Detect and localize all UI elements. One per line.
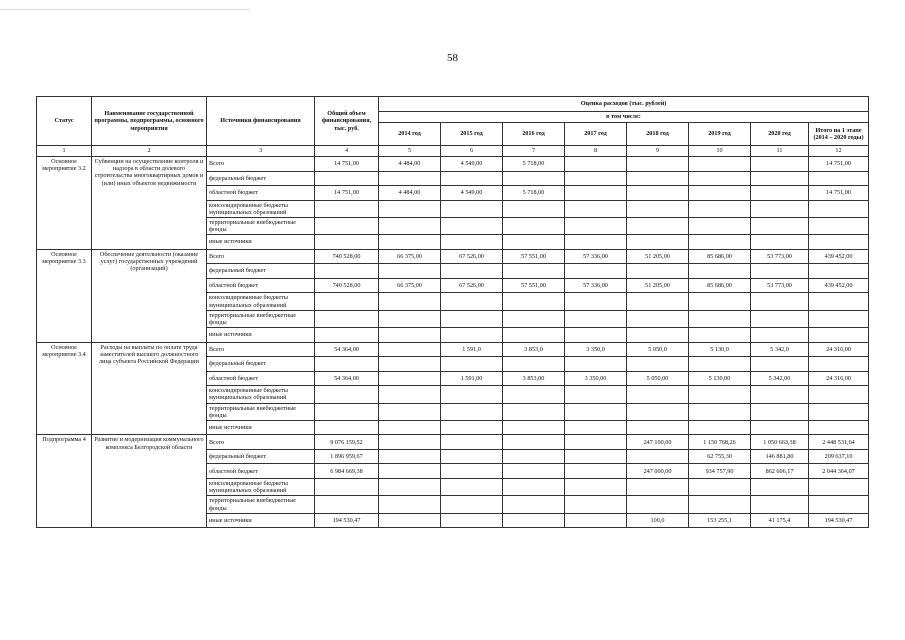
value-y2017 — [565, 264, 627, 279]
value-y2015 — [441, 403, 503, 420]
funding-source: федеральный бюджет — [207, 449, 315, 464]
header-including: в том числе: — [379, 112, 869, 123]
value-y2019: 85 686,00 — [689, 278, 751, 293]
value-y2020: 862 606,17 — [751, 464, 809, 479]
value-total — [315, 217, 379, 234]
value-y2017 — [565, 217, 627, 234]
value-y2014: 4 484,00 — [379, 186, 441, 201]
value-y2015 — [441, 478, 503, 495]
value-y2017 — [565, 403, 627, 420]
column-number: 2 — [92, 146, 207, 157]
value-y2017 — [565, 449, 627, 464]
value-y2016 — [503, 449, 565, 464]
value-y2019: 5 130,00 — [689, 371, 751, 386]
header-year-3: 2016 год — [503, 123, 565, 146]
value-y2018 — [627, 386, 689, 403]
value-y2016 — [503, 171, 565, 186]
column-number: 3 — [207, 146, 315, 157]
value-y2015 — [441, 200, 503, 217]
value-total: 14 751,00 — [315, 186, 379, 201]
funding-source: Всего — [207, 249, 315, 264]
value-y2014 — [379, 478, 441, 495]
value-y2019 — [689, 171, 751, 186]
value-sum: 194 530,47 — [809, 513, 869, 528]
value-sum — [809, 328, 869, 343]
funding-source: федеральный бюджет — [207, 171, 315, 186]
value-y2014 — [379, 371, 441, 386]
value-y2018 — [627, 217, 689, 234]
value-sum — [809, 264, 869, 279]
value-y2014 — [379, 386, 441, 403]
value-y2014 — [379, 293, 441, 310]
value-y2015 — [441, 420, 503, 435]
value-y2014 — [379, 496, 441, 513]
value-y2020: 53 773,00 — [751, 278, 809, 293]
header-year-6: 2019 год — [689, 123, 751, 146]
value-y2014: 4 484,00 — [379, 157, 441, 172]
value-sum: 439 452,00 — [809, 278, 869, 293]
value-y2017: 3 350,0 — [565, 342, 627, 357]
value-y2017: 57 336,00 — [565, 278, 627, 293]
column-number: 9 — [627, 146, 689, 157]
funding-source: территориальные внебюджетные фонды — [207, 310, 315, 327]
header-year-1: 2014 год — [379, 123, 441, 146]
value-y2014 — [379, 420, 441, 435]
value-total — [315, 478, 379, 495]
value-y2016: 3 853,0 — [503, 342, 565, 357]
value-y2017 — [565, 464, 627, 479]
value-y2019 — [689, 310, 751, 327]
value-total: 1 896 959,67 — [315, 449, 379, 464]
value-y2016 — [503, 235, 565, 250]
value-y2017 — [565, 420, 627, 435]
column-number: 1 — [37, 146, 92, 157]
value-y2020 — [751, 157, 809, 172]
value-y2014 — [379, 171, 441, 186]
row-status: Основное мероприятие 3.3 — [37, 249, 92, 342]
funding-source: консолидированные бюджеты муниципальных образований — [207, 200, 315, 217]
table-row — [37, 249, 869, 264]
funding-source: иные источники — [207, 235, 315, 250]
value-y2016 — [503, 420, 565, 435]
row-status: Подпрограмма 4 — [37, 435, 92, 528]
value-y2019 — [689, 328, 751, 343]
value-sum: 24 316,00 — [809, 371, 869, 386]
value-total: 9 076 159,52 — [315, 435, 379, 450]
value-total — [315, 235, 379, 250]
header-estimate: Оценка расходов (тыс. рублей) — [379, 97, 869, 112]
value-y2018 — [627, 293, 689, 310]
value-y2019 — [689, 200, 751, 217]
value-y2019 — [689, 264, 751, 279]
value-y2016 — [503, 386, 565, 403]
value-y2020: 146 881,80 — [751, 449, 809, 464]
value-y2018 — [627, 403, 689, 420]
value-y2018 — [627, 235, 689, 250]
value-y2016 — [503, 464, 565, 479]
value-y2018: 51 205,00 — [627, 249, 689, 264]
value-y2016 — [503, 328, 565, 343]
value-y2015 — [441, 264, 503, 279]
value-y2015 — [441, 386, 503, 403]
column-number: 7 — [503, 146, 565, 157]
value-y2019: 5 130,0 — [689, 342, 751, 357]
value-sum: 209 637,10 — [809, 449, 869, 464]
value-y2018 — [627, 171, 689, 186]
value-y2017 — [565, 157, 627, 172]
value-total — [315, 357, 379, 372]
value-y2020 — [751, 403, 809, 420]
value-y2018: 5 050,0 — [627, 342, 689, 357]
value-y2017 — [565, 293, 627, 310]
header-total: Общий объем финансирования, тыс. руб. — [315, 97, 379, 146]
value-y2016 — [503, 264, 565, 279]
value-y2015: 67 526,00 — [441, 278, 503, 293]
funding-source: федеральный бюджет — [207, 264, 315, 279]
value-y2014 — [379, 513, 441, 528]
value-sum: 2 044 364,07 — [809, 464, 869, 479]
value-total — [315, 293, 379, 310]
header-year-4: 2017 год — [565, 123, 627, 146]
funding-source: иные источники — [207, 513, 315, 528]
funding-source: консолидированные бюджеты муниципальных образований — [207, 478, 315, 495]
funding-source: территориальные внебюджетные фонды — [207, 496, 315, 513]
value-y2018: 100,0 — [627, 513, 689, 528]
value-y2014: 66 375,00 — [379, 249, 441, 264]
value-y2020 — [751, 186, 809, 201]
value-y2016 — [503, 293, 565, 310]
value-y2015 — [441, 496, 503, 513]
row-name: Развитие и модернизация коммунального комплекса Белгородской области — [92, 435, 207, 528]
value-y2014 — [379, 449, 441, 464]
funding-source: консолидированные бюджеты муниципальных образований — [207, 293, 315, 310]
value-sum — [809, 420, 869, 435]
funding-source: областной бюджет — [207, 186, 315, 201]
value-sum — [809, 200, 869, 217]
value-y2014 — [379, 264, 441, 279]
value-sum — [809, 293, 869, 310]
value-y2015 — [441, 328, 503, 343]
value-sum — [809, 171, 869, 186]
value-total — [315, 420, 379, 435]
value-y2015 — [441, 217, 503, 234]
value-total — [315, 200, 379, 217]
value-y2019 — [689, 293, 751, 310]
value-total — [315, 496, 379, 513]
value-y2019 — [689, 357, 751, 372]
value-y2015: 4 549,00 — [441, 186, 503, 201]
value-y2020 — [751, 200, 809, 217]
value-y2017 — [565, 386, 627, 403]
row-name: Субвенции на осуществление контроля и надзора в области долевого строительства многоквартирных домов и (или) иных объектов недвижимости — [92, 157, 207, 250]
value-y2019: 153 255,1 — [689, 513, 751, 528]
value-sum — [809, 357, 869, 372]
value-y2016: 3 853,00 — [503, 371, 565, 386]
value-y2016 — [503, 217, 565, 234]
value-y2015: 4 549,00 — [441, 157, 503, 172]
value-total — [315, 171, 379, 186]
value-y2018 — [627, 200, 689, 217]
value-y2019 — [689, 386, 751, 403]
value-y2019: 934 757,90 — [689, 464, 751, 479]
funding-source: областной бюджет — [207, 464, 315, 479]
value-y2015: 1 591,00 — [441, 371, 503, 386]
value-y2018 — [627, 310, 689, 327]
funding-source: областной бюджет — [207, 278, 315, 293]
value-y2016 — [503, 357, 565, 372]
value-y2019 — [689, 403, 751, 420]
value-y2015 — [441, 513, 503, 528]
value-y2018 — [627, 264, 689, 279]
value-sum — [809, 217, 869, 234]
value-y2014 — [379, 403, 441, 420]
value-y2015: 1 591,0 — [441, 342, 503, 357]
value-sum: 24 316,00 — [809, 342, 869, 357]
value-y2017 — [565, 235, 627, 250]
value-y2015 — [441, 235, 503, 250]
scan-artifact — [0, 9, 250, 10]
funding-source: консолидированные бюджеты муниципальных образований — [207, 386, 315, 403]
value-y2015 — [441, 464, 503, 479]
value-y2016 — [503, 513, 565, 528]
value-y2019 — [689, 157, 751, 172]
value-y2020 — [751, 496, 809, 513]
table-row — [37, 435, 869, 450]
table-row — [37, 342, 869, 357]
header-year-5: 2018 год — [627, 123, 689, 146]
value-y2015 — [441, 310, 503, 327]
funding-source: Всего — [207, 435, 315, 450]
value-y2018: 247 000,00 — [627, 464, 689, 479]
value-y2019 — [689, 420, 751, 435]
value-y2020 — [751, 386, 809, 403]
value-y2016 — [503, 478, 565, 495]
value-y2018: 247 100,00 — [627, 435, 689, 450]
value-y2015 — [441, 435, 503, 450]
row-status: Основное мероприятие 3.2 — [37, 157, 92, 250]
row-name: Обеспечение деятельности (оказание услуг) государственных учреждений (организаций) — [92, 249, 207, 342]
column-number: 11 — [751, 146, 809, 157]
value-y2017 — [565, 496, 627, 513]
value-y2017 — [565, 357, 627, 372]
funding-source: областной бюджет — [207, 371, 315, 386]
value-total — [315, 386, 379, 403]
value-y2014 — [379, 235, 441, 250]
value-y2014 — [379, 464, 441, 479]
value-y2020 — [751, 420, 809, 435]
header-status: Статус — [37, 97, 92, 146]
value-sum — [809, 478, 869, 495]
value-y2018 — [627, 357, 689, 372]
value-y2015 — [441, 171, 503, 186]
value-y2018 — [627, 186, 689, 201]
value-y2016: 5 718,00 — [503, 157, 565, 172]
value-y2020: 5 342,0 — [751, 342, 809, 357]
value-y2014 — [379, 217, 441, 234]
table-row — [37, 157, 869, 172]
value-total: 54 364,00 — [315, 371, 379, 386]
funding-source: федеральный бюджет — [207, 357, 315, 372]
value-y2019: 85 686,00 — [689, 249, 751, 264]
value-sum: 2 448 531,64 — [809, 435, 869, 450]
value-y2016 — [503, 403, 565, 420]
value-y2015 — [441, 449, 503, 464]
value-y2014: 66 375,00 — [379, 278, 441, 293]
page-number: 58 — [447, 52, 458, 64]
value-total: 6 984 669,38 — [315, 464, 379, 479]
value-total — [315, 403, 379, 420]
funding-source: иные источники — [207, 328, 315, 343]
value-y2019 — [689, 217, 751, 234]
value-sum — [809, 496, 869, 513]
value-y2014 — [379, 200, 441, 217]
value-y2017 — [565, 513, 627, 528]
value-y2017 — [565, 310, 627, 327]
value-y2020: 5 342,00 — [751, 371, 809, 386]
value-sum: 14 751,00 — [809, 186, 869, 201]
value-total: 740 528,00 — [315, 278, 379, 293]
value-y2016: 57 551,00 — [503, 249, 565, 264]
value-y2017 — [565, 435, 627, 450]
funding-source: Всего — [207, 342, 315, 357]
value-sum: 439 452,00 — [809, 249, 869, 264]
value-y2017 — [565, 171, 627, 186]
column-number: 10 — [689, 146, 751, 157]
header-year-7: 2020 год — [751, 123, 809, 146]
value-y2020 — [751, 264, 809, 279]
row-status: Основное мероприятие 3.4 — [37, 342, 92, 435]
value-y2014 — [379, 435, 441, 450]
value-y2018 — [627, 328, 689, 343]
value-y2018 — [627, 420, 689, 435]
value-y2020 — [751, 171, 809, 186]
value-y2020 — [751, 293, 809, 310]
value-y2014 — [379, 328, 441, 343]
value-y2017: 57 336,00 — [565, 249, 627, 264]
value-y2020 — [751, 357, 809, 372]
value-y2019 — [689, 496, 751, 513]
value-y2014 — [379, 310, 441, 327]
value-y2020: 1 050 663,38 — [751, 435, 809, 450]
value-y2016 — [503, 435, 565, 450]
value-y2018 — [627, 478, 689, 495]
value-y2017 — [565, 200, 627, 217]
column-number: 12 — [809, 146, 869, 157]
row-name: Расходы на выплаты по оплате труда заместителей высшего должностного лица субъекта Российской Федерации — [92, 342, 207, 435]
value-total: 54 364,00 — [315, 342, 379, 357]
value-y2019: 62 755,30 — [689, 449, 751, 464]
value-total: 14 751,00 — [315, 157, 379, 172]
value-total — [315, 264, 379, 279]
column-number: 5 — [379, 146, 441, 157]
value-y2019: 1 150 768,26 — [689, 435, 751, 450]
header-year-2: 2015 год — [441, 123, 503, 146]
value-sum — [809, 386, 869, 403]
value-total — [315, 328, 379, 343]
value-y2019 — [689, 478, 751, 495]
value-y2017: 3 350,00 — [565, 371, 627, 386]
value-total — [315, 310, 379, 327]
funding-source: Всего — [207, 157, 315, 172]
value-y2017 — [565, 478, 627, 495]
value-y2018: 51 205,00 — [627, 278, 689, 293]
column-number: 8 — [565, 146, 627, 157]
value-y2020 — [751, 217, 809, 234]
value-y2019 — [689, 235, 751, 250]
value-y2016: 5 718,00 — [503, 186, 565, 201]
value-sum: 14 751,00 — [809, 157, 869, 172]
value-y2018 — [627, 157, 689, 172]
value-y2020: 41 175,4 — [751, 513, 809, 528]
value-y2017 — [565, 328, 627, 343]
value-y2016 — [503, 496, 565, 513]
header-sources: Источники финансирования — [207, 97, 315, 146]
value-y2017 — [565, 186, 627, 201]
header-name: Наименование государственной программы, подпрограммы, основного мероприятия — [92, 97, 207, 146]
value-y2015 — [441, 293, 503, 310]
value-total: 740 528,00 — [315, 249, 379, 264]
value-y2015: 67 526,00 — [441, 249, 503, 264]
column-number: 4 — [315, 146, 379, 157]
value-y2015 — [441, 357, 503, 372]
value-y2020 — [751, 328, 809, 343]
value-sum — [809, 310, 869, 327]
funding-source: территориальные внебюджетные фонды — [207, 217, 315, 234]
value-sum — [809, 403, 869, 420]
value-y2018: 5 050,00 — [627, 371, 689, 386]
funding-source: территориальные внебюджетные фонды — [207, 403, 315, 420]
value-total: 194 530,47 — [315, 513, 379, 528]
budget-table — [36, 96, 869, 528]
value-y2020 — [751, 235, 809, 250]
value-sum — [809, 235, 869, 250]
value-y2020 — [751, 478, 809, 495]
value-y2019 — [689, 186, 751, 201]
value-y2014 — [379, 357, 441, 372]
value-y2014 — [379, 342, 441, 357]
value-y2016 — [503, 200, 565, 217]
value-y2018 — [627, 496, 689, 513]
funding-source: иные источники — [207, 420, 315, 435]
value-y2020: 53 773,00 — [751, 249, 809, 264]
value-y2016 — [503, 310, 565, 327]
column-number: 6 — [441, 146, 503, 157]
value-y2020 — [751, 310, 809, 327]
value-y2018 — [627, 449, 689, 464]
header-year-8: Итого на 1 этапе (2014 – 2020 годы) — [809, 123, 869, 146]
value-y2016: 57 551,00 — [503, 278, 565, 293]
